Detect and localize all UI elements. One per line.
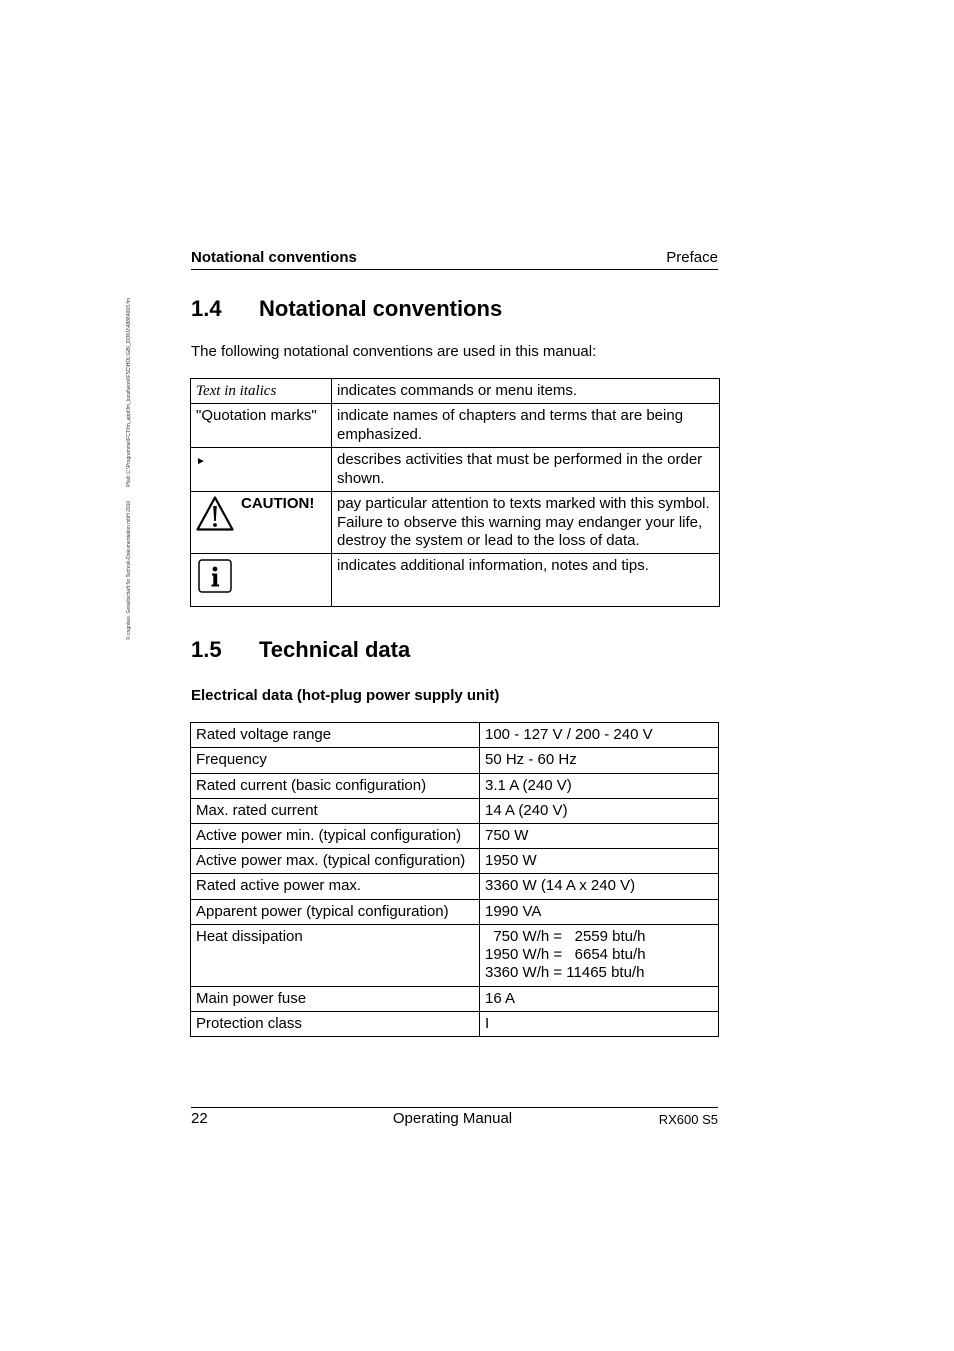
convention-description: indicate names of chapters and terms that are being emphasized. xyxy=(332,404,720,448)
parameter-cell: Apparent power (typical configuration) xyxy=(191,900,480,925)
caution-text: CAUTION! xyxy=(241,495,315,512)
value-cell: 14 A (240 V) xyxy=(480,799,719,824)
convention-term xyxy=(191,554,332,607)
table-row xyxy=(191,492,720,554)
table-row xyxy=(191,404,720,448)
table-row xyxy=(191,900,719,925)
value-cell: 3360 W (14 A x 240 V) xyxy=(480,874,719,900)
section-title: Notational conventions xyxy=(259,296,503,321)
parameter-cell: Rated voltage range xyxy=(191,723,480,748)
caution-label xyxy=(196,495,326,532)
italic-term: Text in italics xyxy=(196,383,277,399)
parameter-cell: Protection class xyxy=(191,1012,480,1037)
convention-description: describes activities that must be performed in the order shown. xyxy=(332,448,720,492)
parameter-cell: Rated active power max. xyxy=(191,874,480,900)
table-row xyxy=(191,379,720,404)
header-section: Notational conventions xyxy=(191,249,357,266)
value-cell: I xyxy=(480,1012,719,1037)
conventions-table xyxy=(190,378,720,607)
side-note xyxy=(125,240,133,640)
electrical-data-table xyxy=(190,722,719,1037)
value-cell: 100 - 127 V / 200 - 240 V xyxy=(480,723,719,748)
table-row xyxy=(191,554,720,607)
table-row xyxy=(191,849,719,874)
section-number: 1.5 xyxy=(191,637,222,662)
convention-term xyxy=(191,448,332,492)
convention-term xyxy=(191,492,332,554)
warning-icon xyxy=(196,495,234,532)
value-cell: 16 A xyxy=(480,987,719,1012)
parameter-cell: Heat dissipation xyxy=(191,925,480,987)
table-row xyxy=(191,987,719,1012)
convention-term: "Quotation marks" xyxy=(191,404,332,448)
info-icon xyxy=(198,559,232,593)
electrical-data-subheading: Electrical data (hot-plug power supply unit) xyxy=(191,687,500,704)
value-cell: 50 Hz - 60 Hz xyxy=(480,748,719,774)
footer-title: Operating Manual xyxy=(392,1110,513,1127)
table-row xyxy=(191,874,719,900)
parameter-cell: Active power max. (typical configuration) xyxy=(191,849,480,874)
convention-description: indicates commands or menu items. xyxy=(332,379,720,404)
convention-description: indicates additional information, notes and tips. xyxy=(332,554,720,607)
value-cell: 750 W xyxy=(480,824,719,849)
parameter-cell: Active power min. (typical configuration) xyxy=(191,824,480,849)
section-heading-1-5 xyxy=(191,638,410,662)
convention-description: pay particular attention to texts marked with this symbol. Failure to observe this warning may endanger your life, destroy the system or lead to the loss of data. xyxy=(332,492,720,554)
table-row xyxy=(191,799,719,824)
page-number: 22 xyxy=(191,1110,208,1127)
convention-term xyxy=(191,379,332,404)
table-row xyxy=(191,723,719,748)
value-cell: 1990 VA xyxy=(480,900,719,925)
value-cell: 1950 W xyxy=(480,849,719,874)
table-row xyxy=(191,1012,719,1037)
side-note-copyright: © cognitas. Gesellschaft für Technik-Dokumentation mbH 2010 xyxy=(126,500,132,640)
page-footer xyxy=(191,1107,718,1132)
intro-paragraph: The following notational conventions are used in this manual: xyxy=(191,343,597,360)
table-row xyxy=(191,774,719,799)
running-header xyxy=(191,249,718,270)
value-cell: 3.1 A (240 V) xyxy=(480,774,719,799)
section-number: 1.4 xyxy=(191,296,222,321)
value-cell: 750 W/h = 2559 btu/h 1950 W/h = 6654 btu/h 3360 W/h = 11465 btu/h xyxy=(480,925,719,987)
parameter-cell: Frequency xyxy=(191,748,480,774)
bullet-arrow-icon: ► xyxy=(196,456,206,467)
section-heading-1-4 xyxy=(191,297,502,321)
side-note-path: Pfad: C:\Programme\FCT\fm_appl\fm_local\work\FSC\HOL\GB\_DOKU\48884003.fm xyxy=(126,298,132,487)
table-row xyxy=(191,448,720,492)
header-chapter: Preface xyxy=(666,249,718,266)
footer-product: RX600 S5 xyxy=(658,1112,718,1127)
section-title: Technical data xyxy=(259,637,411,662)
parameter-cell: Rated current (basic configuration) xyxy=(191,774,480,799)
table-row xyxy=(191,925,719,987)
table-row xyxy=(191,748,719,774)
parameter-cell: Main power fuse xyxy=(191,987,480,1012)
parameter-cell: Max. rated current xyxy=(191,799,480,824)
table-row xyxy=(191,824,719,849)
